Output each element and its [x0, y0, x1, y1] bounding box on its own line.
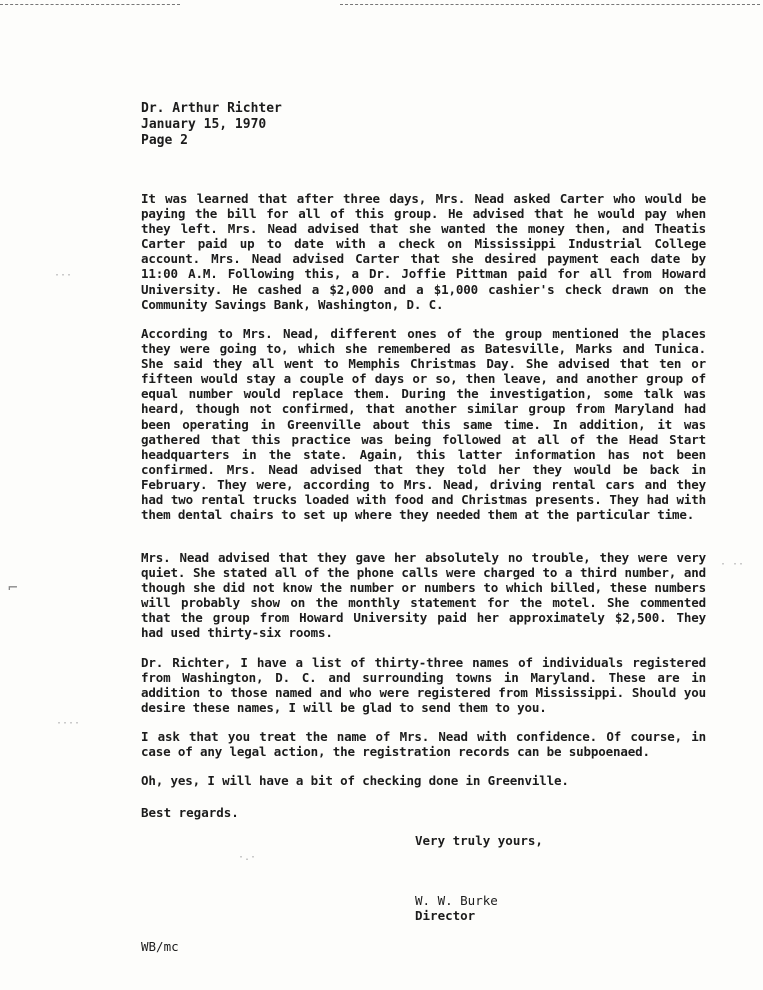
scan-border-right	[340, 4, 760, 5]
scan-speck: · ··	[720, 559, 745, 570]
recipient-name: Dr. Arthur Richter	[141, 101, 282, 116]
paragraph-travel: According to Mrs. Nead, different ones of the group mentioned the places they were going to, which she remembered as Batesville, Marks and Tunica. She said they all went to Memphis Christmas Day. She advised that ten or fifteen would stay a couple of days or so, then leave, and another group of equal number would replace them. During the investigation, some talk was heard, though not confirmed, that another similar group from Maryland had been operating in Greenville about this same time. In addition, it was gathered that this practice was being followed at all of the Head Start headquarters in the state. Again, this latter information has not been confirmed. Mrs. Nead advised that they told her they would be back in February. They were, according to Mrs. Nead, driving rental cars and they had two rental trucks loaded with food and Christmas presents. They had with them dental chairs to set up where they needed them at the particular time.	[141, 326, 706, 523]
paragraph-names-list: Dr. Richter, I have a list of thirty-three names of individuals registered from Washington, D. C. and surrounding towns in Maryland. These are in addition to those named and who were registered from Mississippi. Should you desire these names, I will be glad to send them to you.	[141, 655, 706, 716]
typist-initials: WB/mc	[141, 939, 179, 954]
paragraph-checking: Oh, yes, I will have a bit of checking done in Greenville.	[141, 773, 569, 788]
valediction: Very truly yours,	[415, 833, 543, 848]
signer-title: Director	[415, 908, 476, 923]
closing-regards: Best regards.	[141, 805, 239, 820]
page-number: Page 2	[141, 133, 188, 148]
letter-date: January 15, 1970	[141, 117, 267, 132]
scan-speck: ····	[56, 718, 81, 729]
paragraph-confidence: I ask that you treat the name of Mrs. Nead with confidence. Of course, in case of any legal action, the registration records can be subpoenaed.	[141, 729, 706, 760]
scan-speck: ···	[54, 270, 73, 281]
scan-speck: ·.·	[238, 852, 257, 863]
scan-speck: ⌐	[8, 578, 18, 597]
signer-name: W. W. Burke	[415, 893, 498, 908]
letter-header	[141, 101, 282, 149]
scan-border-left	[0, 4, 180, 5]
paragraph-conduct: Mrs. Nead advised that they gave her absolutely no trouble, they were very quiet. She stated all of the phone calls were charged to a third number, and though she did not know the number or numbers to which billed, these numbers will probably show on the monthly statement for the motel. She commented that the group from Howard University paid her approximately $2,500. They had used thirty-six rooms.	[141, 550, 706, 641]
paragraph-payment: It was learned that after three days, Mrs. Nead asked Carter who would be paying the bill for all of this group. He advised that he would pay when they left. Mrs. Nead advised that she wanted the money then, and Theatis Carter paid up to date with a check on Mississippi Industrial College account. Mrs. Nead advised Carter that she desired payment each date by 11:00 A.M. Following this, a Dr. Joffie Pittman paid for all from Howard University. He cashed a $2,000 and a $1,000 cashier's check drawn on the Community Savings Bank, Washington, D. C.	[141, 191, 706, 312]
